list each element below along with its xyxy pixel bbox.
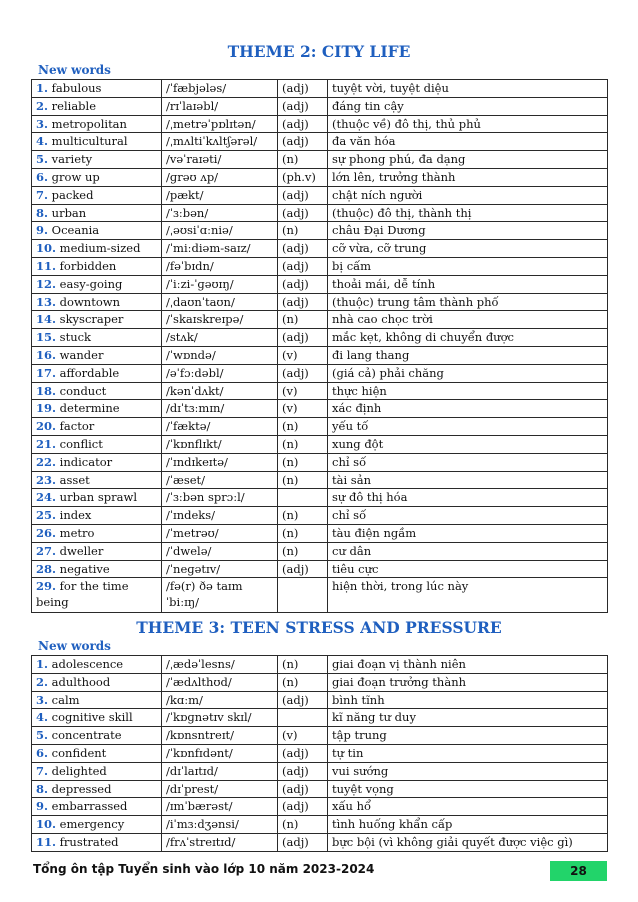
row-number: 6.: [36, 745, 49, 760]
vietnamese-meaning: thực hiện: [328, 382, 608, 400]
row-number: 17.: [36, 365, 57, 380]
word-cell: [32, 471, 162, 489]
part-of-speech: (v): [278, 346, 328, 364]
pronunciation: /ɪmˈbærəst/: [162, 798, 278, 816]
vocab-row: [32, 151, 608, 169]
vietnamese-meaning: châu Đại Dương: [328, 222, 608, 240]
vietnamese-meaning: xung đột: [328, 435, 608, 453]
word-cell: [32, 816, 162, 834]
vocab-word: determine: [59, 401, 120, 416]
pronunciation: /vəˈraɪəti/: [162, 151, 278, 169]
row-number: 1.: [36, 657, 49, 671]
pronunciation: /ˈædʌlthʊd/: [162, 673, 278, 691]
vocab-word: fabulous: [51, 81, 102, 95]
theme3-vocab-table: [31, 655, 608, 852]
part-of-speech: (adj): [278, 691, 328, 709]
vocab-word: indicator: [59, 454, 113, 469]
footer-title: Tổng ôn tập Tuyển sinh vào lớp 10 năm 2023-2024: [33, 862, 375, 876]
pronunciation: /dɪˈlaɪtɪd/: [162, 762, 278, 780]
vietnamese-meaning: nhà cao chọc trời: [328, 311, 608, 329]
vocab-word: embarrassed: [51, 799, 128, 814]
part-of-speech: (ph.v): [278, 168, 328, 186]
row-number: 13.: [36, 294, 57, 309]
pronunciation: /iˈmɜːdʒənsi/: [162, 816, 278, 834]
vietnamese-meaning: tự tin: [328, 744, 608, 762]
vocab-row: [32, 578, 608, 613]
vocab-row: [32, 382, 608, 400]
vocab-row: [32, 542, 608, 560]
part-of-speech: (adj): [278, 329, 328, 347]
part-of-speech: (adj): [278, 275, 328, 293]
word-cell: [32, 311, 162, 329]
part-of-speech: (adj): [278, 186, 328, 204]
row-number: 5.: [36, 728, 49, 743]
vocab-row: [32, 329, 608, 347]
pronunciation: /ˈneɡətɪv/: [162, 560, 278, 578]
part-of-speech: (adj): [278, 744, 328, 762]
vocab-row: [32, 798, 608, 816]
vietnamese-meaning: kĩ năng tư duy: [328, 709, 608, 727]
pronunciation: /ˈkɒnfɪdənt/: [162, 744, 278, 762]
row-number: 18.: [36, 383, 57, 398]
row-number: 2.: [36, 98, 49, 113]
vocab-word: medium-sized: [59, 241, 141, 256]
row-number: 26.: [36, 525, 57, 540]
page-number: 28: [550, 861, 607, 881]
vietnamese-meaning: giai đoạn trưởng thành: [328, 673, 608, 691]
word-cell: [32, 364, 162, 382]
pronunciation: /kɑːm/: [162, 691, 278, 709]
vocab-row: [32, 168, 608, 186]
vocab-row: [32, 762, 608, 780]
pronunciation: /ˈfæktə/: [162, 418, 278, 436]
vocab-row: [32, 780, 608, 798]
vocab-word: index: [59, 508, 92, 523]
pronunciation: /frʌˈstreɪtɪd/: [162, 833, 278, 851]
row-number: 4.: [36, 134, 49, 149]
word-cell: [32, 293, 162, 311]
pronunciation: /fə(r) ðə taɪm ˈbiːɪŋ/: [162, 578, 278, 613]
vocab-row: [32, 418, 608, 436]
part-of-speech: (adj): [278, 364, 328, 382]
vocab-word: downtown: [59, 294, 121, 309]
word-cell: [32, 673, 162, 691]
vocab-row: [32, 673, 608, 691]
word-cell: [32, 400, 162, 418]
pronunciation: /pækt/: [162, 186, 278, 204]
vocab-row: [32, 709, 608, 727]
vocab-row: [32, 364, 608, 382]
pronunciation: /ˈwɒndə/: [162, 346, 278, 364]
vocab-word: confident: [51, 745, 107, 760]
vietnamese-meaning: tình huống khẩn cấp: [328, 816, 608, 834]
vocab-word: factor: [59, 419, 95, 434]
pronunciation: /rɪˈlaɪəbl/: [162, 97, 278, 115]
row-number: 11.: [36, 834, 57, 849]
part-of-speech: (n): [278, 471, 328, 489]
vocab-word: skyscraper: [59, 312, 124, 327]
vocab-row: [32, 453, 608, 471]
vocab-word: conduct: [59, 383, 107, 398]
vocab-row: [32, 222, 608, 240]
word-cell: [32, 727, 162, 745]
vocab-word: delighted: [51, 763, 107, 778]
word-cell: [32, 151, 162, 169]
pronunciation: /kənˈdʌkt/: [162, 382, 278, 400]
vietnamese-meaning: chật ních người: [328, 186, 608, 204]
part-of-speech: (n): [278, 524, 328, 542]
part-of-speech: (adj): [278, 762, 328, 780]
vocab-word: forbidden: [59, 258, 117, 273]
vocab-row: [32, 691, 608, 709]
pronunciation: /ˈfæbjələs/: [162, 80, 278, 98]
word-cell: [32, 691, 162, 709]
part-of-speech: (adj): [278, 560, 328, 578]
theme3-new-words-label: New words: [38, 639, 111, 653]
theme2-title: THEME 2: CITY LIFE: [227, 42, 411, 61]
row-number: 19.: [36, 401, 57, 416]
word-cell: [32, 542, 162, 560]
row-number: 3.: [36, 692, 49, 707]
vietnamese-meaning: vui sướng: [328, 762, 608, 780]
word-cell: [32, 453, 162, 471]
row-number: 29.: [36, 579, 57, 594]
row-number: 20.: [36, 419, 57, 434]
vietnamese-meaning: mắc kẹt, không di chuyển được: [328, 329, 608, 347]
vocab-word: conflict: [59, 436, 103, 451]
pronunciation: /dɪˈprest/: [162, 780, 278, 798]
page-footer: [31, 861, 607, 881]
vocab-word: metro: [59, 525, 95, 540]
vocab-row: [32, 97, 608, 115]
part-of-speech: (adj): [278, 240, 328, 258]
vocab-row: [32, 346, 608, 364]
word-cell: [32, 168, 162, 186]
vocab-row: [32, 275, 608, 293]
vocab-row: [32, 186, 608, 204]
part-of-speech: (n): [278, 418, 328, 436]
vocab-word: depressed: [51, 781, 112, 796]
word-cell: [32, 435, 162, 453]
vocab-word: negative: [59, 561, 110, 576]
vocab-row: [32, 311, 608, 329]
word-cell: [32, 744, 162, 762]
vietnamese-meaning: đi lang thang: [328, 346, 608, 364]
part-of-speech: (adj): [278, 80, 328, 98]
part-of-speech: (n): [278, 816, 328, 834]
part-of-speech: (adj): [278, 115, 328, 133]
word-cell: [32, 204, 162, 222]
vietnamese-meaning: (giá cả) phải chăng: [328, 364, 608, 382]
vietnamese-meaning: yếu tố: [328, 418, 608, 436]
pronunciation: /ˈmetrəʊ/: [162, 524, 278, 542]
row-number: 1.: [36, 81, 49, 95]
row-number: 9.: [36, 799, 49, 814]
row-number: 10.: [36, 817, 57, 832]
vocab-word: emergency: [59, 817, 125, 832]
part-of-speech: (n): [278, 222, 328, 240]
part-of-speech: (adj): [278, 133, 328, 151]
row-number: 25.: [36, 508, 57, 523]
word-cell: [32, 257, 162, 275]
theme2-vocab-table: [31, 79, 608, 613]
part-of-speech: [278, 709, 328, 727]
pronunciation: /ˈæset/: [162, 471, 278, 489]
vocab-row: [32, 560, 608, 578]
vocab-word: adolescence: [51, 657, 124, 671]
word-cell: [32, 656, 162, 674]
row-number: 12.: [36, 276, 57, 291]
vietnamese-meaning: tuyệt vọng: [328, 780, 608, 798]
vietnamese-meaning: xấu hổ: [328, 798, 608, 816]
part-of-speech: (adj): [278, 780, 328, 798]
part-of-speech: (v): [278, 400, 328, 418]
vietnamese-meaning: cỡ vừa, cỡ trung: [328, 240, 608, 258]
word-cell: [32, 329, 162, 347]
vocab-row: [32, 489, 608, 507]
word-cell: [32, 578, 162, 613]
word-cell: [32, 833, 162, 851]
vocab-word: adulthood: [51, 674, 111, 689]
word-cell: [32, 798, 162, 816]
part-of-speech: (adj): [278, 833, 328, 851]
row-number: 3.: [36, 116, 49, 131]
row-number: 22.: [36, 454, 57, 469]
vietnamese-meaning: (thuộc về) đô thị, thủ phủ: [328, 115, 608, 133]
part-of-speech: (adj): [278, 204, 328, 222]
vietnamese-meaning: sự phong phú, đa dạng: [328, 151, 608, 169]
row-number: 28.: [36, 561, 57, 576]
pronunciation: /ˌəʊsiˈɑːniə/: [162, 222, 278, 240]
vocab-word: affordable: [59, 365, 120, 380]
vocab-row: [32, 816, 608, 834]
word-cell: [32, 115, 162, 133]
vietnamese-meaning: đa văn hóa: [328, 133, 608, 151]
vietnamese-meaning: bực bội (vì không giải quyết được việc gì): [328, 833, 608, 851]
vietnamese-meaning: xác định: [328, 400, 608, 418]
row-number: 27.: [36, 543, 57, 558]
row-number: 6.: [36, 169, 49, 184]
word-cell: [32, 80, 162, 98]
vocab-row: [32, 727, 608, 745]
pronunciation: /ˌmʌltiˈkʌltʃərəl/: [162, 133, 278, 151]
word-cell: [32, 382, 162, 400]
pronunciation: /ˌdaʊnˈtaʊn/: [162, 293, 278, 311]
vocab-row: [32, 293, 608, 311]
vietnamese-meaning: tập trung: [328, 727, 608, 745]
vocab-row: [32, 656, 608, 674]
part-of-speech: (v): [278, 382, 328, 400]
part-of-speech: (n): [278, 435, 328, 453]
row-number: 4.: [36, 710, 49, 725]
row-number: 7.: [36, 763, 49, 778]
word-cell: [32, 222, 162, 240]
pronunciation: /ˈskaɪskreɪpə/: [162, 311, 278, 329]
word-cell: [32, 560, 162, 578]
vocab-word: multicultural: [51, 134, 128, 149]
part-of-speech: [278, 578, 328, 613]
vocab-word: concentrate: [51, 728, 122, 743]
vietnamese-meaning: bình tĩnh: [328, 691, 608, 709]
vocab-row: [32, 257, 608, 275]
vocab-word: easy-going: [59, 276, 123, 291]
pronunciation: /kɒnsntreɪt/: [162, 727, 278, 745]
vocab-word: urban sprawl: [59, 490, 137, 505]
pronunciation: /əˈfɔːdəbl/: [162, 364, 278, 382]
vocab-row: [32, 524, 608, 542]
vietnamese-meaning: giai đoạn vị thành niên: [328, 656, 608, 674]
word-cell: [32, 507, 162, 525]
pronunciation: /fəˈbɪdn/: [162, 257, 278, 275]
part-of-speech: (adj): [278, 798, 328, 816]
pronunciation: /ˌmetrəˈpɒlɪtən/: [162, 115, 278, 133]
row-number: 2.: [36, 674, 49, 689]
vocab-word: dweller: [59, 543, 104, 558]
vocab-word: wander: [59, 347, 104, 362]
vocab-row: [32, 507, 608, 525]
pronunciation: /ˈɪndɪkeɪtə/: [162, 453, 278, 471]
vocab-row: [32, 435, 608, 453]
pronunciation: /ˈɜːbən/: [162, 204, 278, 222]
row-number: 7.: [36, 187, 49, 202]
row-number: 15.: [36, 330, 57, 345]
vocab-word: metropolitan: [51, 116, 127, 131]
word-cell: [32, 133, 162, 151]
vietnamese-meaning: sự đô thị hóa: [328, 489, 608, 507]
word-cell: [32, 418, 162, 436]
row-number: 9.: [36, 223, 49, 238]
vocab-word: for the time being: [36, 579, 129, 610]
pronunciation: /ˈiːzi-ˈɡəʊɪŋ/: [162, 275, 278, 293]
part-of-speech: (n): [278, 542, 328, 560]
pronunciation: /ˈɜːbən sprɔːl/: [162, 489, 278, 507]
part-of-speech: (n): [278, 151, 328, 169]
word-cell: [32, 762, 162, 780]
pronunciation: /ˈɪndeks/: [162, 507, 278, 525]
part-of-speech: (n): [278, 507, 328, 525]
vocab-word: asset: [59, 472, 90, 487]
pronunciation: /ˈmiːdiəm-saɪz/: [162, 240, 278, 258]
vocab-word: calm: [51, 692, 80, 707]
vocab-word: stuck: [59, 330, 92, 345]
pronunciation: /ɡrəʊ ʌp/: [162, 168, 278, 186]
vocab-row: [32, 204, 608, 222]
word-cell: [32, 780, 162, 798]
vocab-row: [32, 240, 608, 258]
row-number: 21.: [36, 436, 57, 451]
part-of-speech: (adj): [278, 97, 328, 115]
vocab-word: packed: [51, 187, 94, 202]
word-cell: [32, 186, 162, 204]
vocab-row: [32, 471, 608, 489]
pronunciation: /dɪˈtɜːmɪn/: [162, 400, 278, 418]
word-cell: [32, 346, 162, 364]
theme2-new-words-label: New words: [38, 63, 111, 77]
vocab-word: variety: [51, 152, 93, 167]
word-cell: [32, 97, 162, 115]
vocab-word: Oceania: [51, 223, 100, 238]
part-of-speech: (n): [278, 311, 328, 329]
vietnamese-meaning: (thuộc) trung tâm thành phố: [328, 293, 608, 311]
row-number: 8.: [36, 205, 49, 220]
part-of-speech: (n): [278, 656, 328, 674]
vietnamese-meaning: chỉ số: [328, 453, 608, 471]
vietnamese-meaning: đáng tin cậy: [328, 97, 608, 115]
vietnamese-meaning: tiêu cực: [328, 560, 608, 578]
vocab-row: [32, 833, 608, 851]
pronunciation: /stʌk/: [162, 329, 278, 347]
word-cell: [32, 709, 162, 727]
word-cell: [32, 240, 162, 258]
part-of-speech: (n): [278, 453, 328, 471]
vietnamese-meaning: bị cấm: [328, 257, 608, 275]
part-of-speech: (n): [278, 673, 328, 691]
word-cell: [32, 489, 162, 507]
row-number: 24.: [36, 490, 57, 505]
vocab-word: reliable: [51, 98, 97, 113]
word-cell: [32, 275, 162, 293]
vocab-word: cognitive skill: [51, 710, 133, 725]
vocab-row: [32, 400, 608, 418]
pronunciation: /ˈdwelə/: [162, 542, 278, 560]
row-number: 11.: [36, 258, 57, 273]
row-number: 10.: [36, 241, 57, 256]
row-number: 16.: [36, 347, 57, 362]
pronunciation: /ˈkɒnflɪkt/: [162, 435, 278, 453]
vocab-row: [32, 744, 608, 762]
vietnamese-meaning: cư dân: [328, 542, 608, 560]
vietnamese-meaning: lớn lên, trưởng thành: [328, 168, 608, 186]
vietnamese-meaning: tàu điện ngầm: [328, 524, 608, 542]
vietnamese-meaning: chỉ số: [328, 507, 608, 525]
vocab-row: [32, 133, 608, 151]
row-number: 14.: [36, 312, 57, 327]
row-number: 8.: [36, 781, 49, 796]
vocab-word: frustrated: [59, 834, 119, 849]
vietnamese-meaning: tuyệt vời, tuyệt diệu: [328, 80, 608, 98]
row-number: 5.: [36, 152, 49, 167]
vietnamese-meaning: tài sản: [328, 471, 608, 489]
pronunciation: /ˌædəˈlesns/: [162, 656, 278, 674]
vocab-word: grow up: [51, 169, 100, 184]
theme3-title: THEME 3: TEEN STRESS AND PRESSURE: [136, 618, 502, 637]
word-cell: [32, 524, 162, 542]
part-of-speech: (adj): [278, 257, 328, 275]
vocab-row: [32, 115, 608, 133]
vietnamese-meaning: (thuộc) đô thị, thành thị: [328, 204, 608, 222]
part-of-speech: (v): [278, 727, 328, 745]
row-number: 23.: [36, 472, 57, 487]
part-of-speech: (adj): [278, 293, 328, 311]
vietnamese-meaning: hiện thời, trong lúc này: [328, 578, 608, 613]
vietnamese-meaning: thoải mái, dễ tính: [328, 275, 608, 293]
vocab-word: urban: [51, 205, 87, 220]
pronunciation: /ˈkɒɡnətɪv skɪl/: [162, 709, 278, 727]
part-of-speech: [278, 489, 328, 507]
vocab-row: [32, 80, 608, 98]
